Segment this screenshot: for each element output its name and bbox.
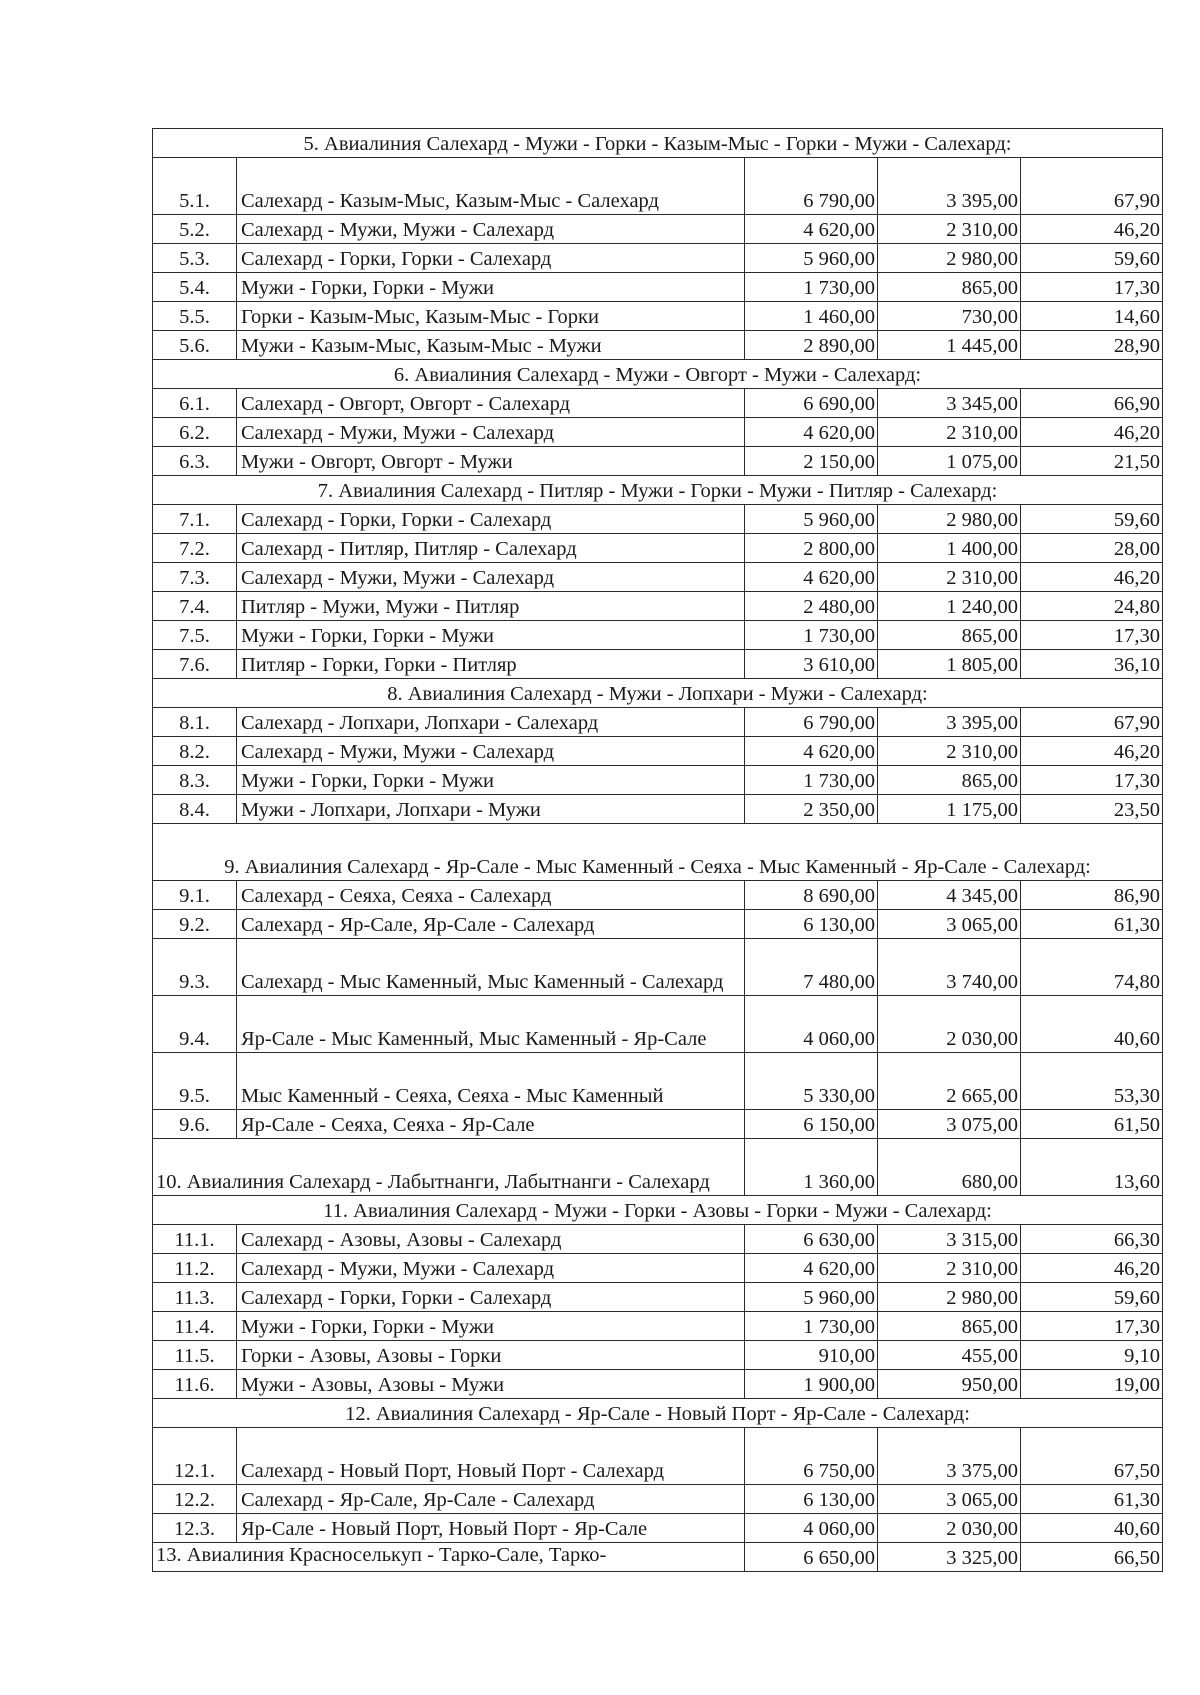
table-row: [153, 766, 1163, 795]
row-number: 7.1.: [153, 505, 237, 534]
route-name: Питляр - Мужи, Мужи - Питляр: [237, 592, 745, 621]
tariff-value-2: 3 740,00: [878, 939, 1021, 996]
section-header-row: [153, 129, 1163, 158]
tariff-value-3: 21,50: [1021, 447, 1163, 476]
route-name: Мужи - Горки, Горки - Мужи: [237, 273, 745, 302]
tariff-value-3: 46,20: [1021, 1254, 1163, 1283]
row-number: 11.2.: [153, 1254, 237, 1283]
route-name: Горки - Азовы, Азовы - Горки: [237, 1341, 745, 1370]
table-row: [153, 302, 1163, 331]
tariff-value-2: 2 030,00: [878, 1514, 1021, 1543]
tariff-value-2: 2 030,00: [878, 996, 1021, 1053]
row-number: 5.4.: [153, 273, 237, 302]
tariff-value-1: 2 890,00: [745, 331, 878, 360]
route-name: Салехард - Яр-Сале, Яр-Сале - Салехард: [237, 1485, 745, 1514]
route-name: Салехард - Горки, Горки - Салехард: [237, 1283, 745, 1312]
row-number: 11.4.: [153, 1312, 237, 1341]
tariff-value-3: 86,90: [1021, 881, 1163, 910]
row-number: 6.3.: [153, 447, 237, 476]
tariff-value-3: 67,90: [1021, 158, 1163, 215]
tariff-value-1: 4 620,00: [745, 737, 878, 766]
row-number: 9.1.: [153, 881, 237, 910]
row-number: 11.3.: [153, 1283, 237, 1312]
tariff-value-2: 865,00: [878, 1312, 1021, 1341]
tariff-value-2: 680,00: [878, 1139, 1021, 1196]
tariff-value-3: 24,80: [1021, 592, 1163, 621]
tariff-value-1: 910,00: [745, 1341, 878, 1370]
tariff-value-2: 865,00: [878, 273, 1021, 302]
tariff-value-1: 5 960,00: [745, 244, 878, 273]
row-number: 11.5.: [153, 1341, 237, 1370]
tariff-table-body: [153, 129, 1163, 1572]
tariff-value-1: 2 350,00: [745, 795, 878, 824]
row-number: 12.3.: [153, 1514, 237, 1543]
route-name: Яр-Сале - Мыс Каменный, Мыс Каменный - Яр-Сале: [237, 996, 745, 1053]
route-name: Салехард - Мужи, Мужи - Салехард: [237, 215, 745, 244]
tariff-value-3: 59,60: [1021, 244, 1163, 273]
tariff-value-2: 2 310,00: [878, 563, 1021, 592]
tariff-value-1: 4 620,00: [745, 215, 878, 244]
tariff-value-2: 3 065,00: [878, 1485, 1021, 1514]
route-name: Мужи - Горки, Горки - Мужи: [237, 621, 745, 650]
tariff-value-2: 2 310,00: [878, 215, 1021, 244]
table-row: [153, 1225, 1163, 1254]
route-name: Салехард - Питляр, Питляр - Салехард: [237, 534, 745, 563]
tariff-value-2: 2 310,00: [878, 418, 1021, 447]
section-title: 5. Авиалиния Салехард - Мужи - Горки - Казым-Мыс - Горки - Мужи - Салехард:: [153, 129, 1163, 158]
tariff-value-2: 3 395,00: [878, 708, 1021, 737]
row-number: 7.5.: [153, 621, 237, 650]
table-row: [153, 650, 1163, 679]
tariff-value-3: 66,30: [1021, 1225, 1163, 1254]
table-row: [153, 996, 1163, 1053]
tariff-value-3: 23,50: [1021, 795, 1163, 824]
tariff-value-1: 6 690,00: [745, 389, 878, 418]
row-number: 8.1.: [153, 708, 237, 737]
table-row: [153, 1053, 1163, 1110]
table-row: [153, 1370, 1163, 1399]
tariff-value-1: 1 730,00: [745, 1312, 878, 1341]
row-number: 7.6.: [153, 650, 237, 679]
route-name: Салехард - Мыс Каменный, Мыс Каменный - Салехард: [237, 939, 745, 996]
row-number: 9.3.: [153, 939, 237, 996]
tariff-value-3: 61,30: [1021, 1485, 1163, 1514]
tariff-value-2: 1 445,00: [878, 331, 1021, 360]
tariff-value-2: 3 075,00: [878, 1110, 1021, 1139]
tariff-value-3: 59,60: [1021, 1283, 1163, 1312]
row-number: 9.5.: [153, 1053, 237, 1110]
section-title: 12. Авиалиния Салехард - Яр-Сале - Новый Порт - Яр-Сале - Салехард:: [153, 1399, 1163, 1428]
table-row: [153, 910, 1163, 939]
section-header-row: [153, 679, 1163, 708]
table-row: [153, 1428, 1163, 1485]
route-name: Салехард - Новый Порт, Новый Порт - Салехард: [237, 1428, 745, 1485]
table-row: [153, 795, 1163, 824]
row-number: 9.6.: [153, 1110, 237, 1139]
section-title: 6. Авиалиния Салехард - Мужи - Овгорт - Мужи - Салехард:: [153, 360, 1163, 389]
tariff-value-3: 67,50: [1021, 1428, 1163, 1485]
tariff-value-2: 4 345,00: [878, 881, 1021, 910]
table-row: [153, 592, 1163, 621]
row-number: 5.3.: [153, 244, 237, 273]
tariff-value-1: 7 480,00: [745, 939, 878, 996]
row-number: 12.2.: [153, 1485, 237, 1514]
tariff-value-2: 1 075,00: [878, 447, 1021, 476]
tariff-value-1: 6 130,00: [745, 1485, 878, 1514]
tariff-value-1: 1 730,00: [745, 766, 878, 795]
tariff-value-1: 2 480,00: [745, 592, 878, 621]
tariff-value-2: 3 065,00: [878, 910, 1021, 939]
route-name: Салехард - Азовы, Азовы - Салехард: [237, 1225, 745, 1254]
tariff-value-3: 19,00: [1021, 1370, 1163, 1399]
route-name: Салехард - Мужи, Мужи - Салехард: [237, 1254, 745, 1283]
section-header-row: [153, 1399, 1163, 1428]
tariff-value-2: 950,00: [878, 1370, 1021, 1399]
table-row: [153, 273, 1163, 302]
row-number: 7.3.: [153, 563, 237, 592]
route-name: 10. Авиалиния Салехард - Лабытнанги, Лабытнанги - Салехард: [153, 1139, 745, 1196]
tariff-value-1: 6 650,00: [745, 1543, 878, 1572]
tariff-value-1: 5 960,00: [745, 1283, 878, 1312]
route-name: Салехард - Мужи, Мужи - Салехард: [237, 418, 745, 447]
tariff-value-1: 1 730,00: [745, 273, 878, 302]
tariff-value-2: 2 310,00: [878, 737, 1021, 766]
tariff-value-1: 2 800,00: [745, 534, 878, 563]
route-name: Салехард - Овгорт, Овгорт - Салехард: [237, 389, 745, 418]
table-row: [153, 215, 1163, 244]
tariff-value-1: 5 330,00: [745, 1053, 878, 1110]
section-title: 8. Авиалиния Салехард - Мужи - Лопхари - Мужи - Салехард:: [153, 679, 1163, 708]
table-row: [153, 563, 1163, 592]
row-number: 8.2.: [153, 737, 237, 766]
table-row: [153, 1485, 1163, 1514]
table-row: [153, 418, 1163, 447]
single-route-row: [153, 1139, 1163, 1196]
tariff-value-2: 1 240,00: [878, 592, 1021, 621]
tariff-value-3: 46,20: [1021, 737, 1163, 766]
tariff-value-3: 28,90: [1021, 331, 1163, 360]
table-row: [153, 158, 1163, 215]
row-number: 8.3.: [153, 766, 237, 795]
tariff-value-2: 865,00: [878, 621, 1021, 650]
route-name: Салехард - Сеяха, Сеяха - Салехард: [237, 881, 745, 910]
table-row: [153, 881, 1163, 910]
single-route-row: [153, 1543, 1163, 1572]
tariff-value-2: 2 980,00: [878, 505, 1021, 534]
tariff-value-3: 17,30: [1021, 1312, 1163, 1341]
route-name: Мужи - Овгорт, Овгорт - Мужи: [237, 447, 745, 476]
tariff-value-3: 9,10: [1021, 1341, 1163, 1370]
tariff-value-3: 46,20: [1021, 215, 1163, 244]
table-row: [153, 447, 1163, 476]
tariff-value-2: 3 345,00: [878, 389, 1021, 418]
tariff-value-2: 2 310,00: [878, 1254, 1021, 1283]
table-row: [153, 389, 1163, 418]
tariff-value-1: 1 900,00: [745, 1370, 878, 1399]
table-row: [153, 1110, 1163, 1139]
row-number: 11.1.: [153, 1225, 237, 1254]
row-number: 6.1.: [153, 389, 237, 418]
table-row: [153, 244, 1163, 273]
table-row: [153, 1514, 1163, 1543]
tariff-value-3: 74,80: [1021, 939, 1163, 996]
tariff-value-3: 66,50: [1021, 1543, 1163, 1572]
tariff-value-3: 46,20: [1021, 418, 1163, 447]
tariff-value-1: 6 750,00: [745, 1428, 878, 1485]
route-name: Мыс Каменный - Сеяха, Сеяха - Мыс Каменный: [237, 1053, 745, 1110]
route-name: Салехард - Яр-Сале, Яр-Сале - Салехард: [237, 910, 745, 939]
table-row: [153, 505, 1163, 534]
tariff-value-3: 40,60: [1021, 996, 1163, 1053]
tariff-value-3: 17,30: [1021, 621, 1163, 650]
tariff-value-3: 59,60: [1021, 505, 1163, 534]
tariff-value-2: 1 400,00: [878, 534, 1021, 563]
tariff-table: [152, 128, 1163, 1572]
table-row: [153, 1254, 1163, 1283]
tariff-value-1: 8 690,00: [745, 881, 878, 910]
tariff-value-1: 6 790,00: [745, 708, 878, 737]
tariff-value-3: 66,90: [1021, 389, 1163, 418]
tariff-value-2: 730,00: [878, 302, 1021, 331]
section-title: 7. Авиалиния Салехард - Питляр - Мужи - Горки - Мужи - Питляр - Салехард:: [153, 476, 1163, 505]
route-name: Салехард - Мужи, Мужи - Салехард: [237, 563, 745, 592]
tariff-value-2: 455,00: [878, 1341, 1021, 1370]
section-header-row: [153, 476, 1163, 505]
tariff-value-3: 53,30: [1021, 1053, 1163, 1110]
tariff-value-1: 6 790,00: [745, 158, 878, 215]
row-number: 9.2.: [153, 910, 237, 939]
table-row: [153, 708, 1163, 737]
tariff-value-3: 17,30: [1021, 766, 1163, 795]
row-number: 5.2.: [153, 215, 237, 244]
table-row: [153, 939, 1163, 996]
route-name: Салехард - Горки, Горки - Салехард: [237, 244, 745, 273]
tariff-value-3: 40,60: [1021, 1514, 1163, 1543]
table-row: [153, 1341, 1163, 1370]
tariff-value-1: 5 960,00: [745, 505, 878, 534]
tariff-value-3: 13,60: [1021, 1139, 1163, 1196]
tariff-value-1: 4 060,00: [745, 1514, 878, 1543]
route-name: 13. Авиалиния Красноселькуп - Тарко-Сале, Тарко-: [153, 1543, 745, 1572]
row-number: 12.1.: [153, 1428, 237, 1485]
row-number: 6.2.: [153, 418, 237, 447]
row-number: 9.4.: [153, 996, 237, 1053]
tariff-value-1: 4 060,00: [745, 996, 878, 1053]
tariff-value-2: 865,00: [878, 766, 1021, 795]
route-name: Мужи - Азовы, Азовы - Мужи: [237, 1370, 745, 1399]
tariff-value-1: 4 620,00: [745, 418, 878, 447]
tariff-value-3: 28,00: [1021, 534, 1163, 563]
tariff-value-1: 6 130,00: [745, 910, 878, 939]
tariff-value-3: 46,20: [1021, 563, 1163, 592]
section-header-row: [153, 824, 1163, 881]
row-number: 7.4.: [153, 592, 237, 621]
route-name: Салехард - Горки, Горки - Салехард: [237, 505, 745, 534]
row-number: 8.4.: [153, 795, 237, 824]
tariff-value-1: 1 460,00: [745, 302, 878, 331]
table-row: [153, 621, 1163, 650]
tariff-value-2: 3 395,00: [878, 158, 1021, 215]
table-row: [153, 1312, 1163, 1341]
route-name: Салехард - Казым-Мыс, Казым-Мыс - Салехард: [237, 158, 745, 215]
section-title: 9. Авиалиния Салехард - Яр-Сале - Мыс Каменный - Сеяха - Мыс Каменный - Яр-Сале - Салехард:: [153, 824, 1163, 881]
tariff-value-2: 2 665,00: [878, 1053, 1021, 1110]
route-name: Мужи - Лопхари, Лопхари - Мужи: [237, 795, 745, 824]
row-number: 5.5.: [153, 302, 237, 331]
table-row: [153, 534, 1163, 563]
tariff-value-1: 2 150,00: [745, 447, 878, 476]
tariff-value-2: 1 805,00: [878, 650, 1021, 679]
section-title: 11. Авиалиния Салехард - Мужи - Горки - Азовы - Горки - Мужи - Салехард:: [153, 1196, 1163, 1225]
tariff-value-2: 1 175,00: [878, 795, 1021, 824]
route-name: Мужи - Горки, Горки - Мужи: [237, 766, 745, 795]
section-header-row: [153, 1196, 1163, 1225]
route-name: Яр-Сале - Новый Порт, Новый Порт - Яр-Сале: [237, 1514, 745, 1543]
tariff-value-2: 2 980,00: [878, 244, 1021, 273]
table-row: [153, 331, 1163, 360]
tariff-value-1: 3 610,00: [745, 650, 878, 679]
route-name: Мужи - Казым-Мыс, Казым-Мыс - Мужи: [237, 331, 745, 360]
row-number: 7.2.: [153, 534, 237, 563]
route-name: Горки - Казым-Мыс, Казым-Мыс - Горки: [237, 302, 745, 331]
route-name: Мужи - Горки, Горки - Мужи: [237, 1312, 745, 1341]
tariff-value-2: 3 315,00: [878, 1225, 1021, 1254]
tariff-value-3: 36,10: [1021, 650, 1163, 679]
tariff-value-3: 61,30: [1021, 910, 1163, 939]
tariff-value-1: 4 620,00: [745, 563, 878, 592]
table-row: [153, 737, 1163, 766]
row-number: 11.6.: [153, 1370, 237, 1399]
tariff-value-2: 2 980,00: [878, 1283, 1021, 1312]
tariff-value-3: 61,50: [1021, 1110, 1163, 1139]
tariff-value-2: 3 375,00: [878, 1428, 1021, 1485]
route-name: Яр-Сале - Сеяха, Сеяха - Яр-Сале: [237, 1110, 745, 1139]
row-number: 5.1.: [153, 158, 237, 215]
section-header-row: [153, 360, 1163, 389]
route-name: Салехард - Мужи, Мужи - Салехард: [237, 737, 745, 766]
route-name: Питляр - Горки, Горки - Питляр: [237, 650, 745, 679]
route-name: Салехард - Лопхари, Лопхари - Салехард: [237, 708, 745, 737]
tariff-value-3: 67,90: [1021, 708, 1163, 737]
tariff-value-1: 1 360,00: [745, 1139, 878, 1196]
tariff-value-2: 3 325,00: [878, 1543, 1021, 1572]
tariff-value-1: 6 630,00: [745, 1225, 878, 1254]
tariff-value-3: 14,60: [1021, 302, 1163, 331]
table-row: [153, 1283, 1163, 1312]
row-number: 5.6.: [153, 331, 237, 360]
tariff-value-1: 1 730,00: [745, 621, 878, 650]
tariff-value-1: 6 150,00: [745, 1110, 878, 1139]
tariff-value-1: 4 620,00: [745, 1254, 878, 1283]
tariff-value-3: 17,30: [1021, 273, 1163, 302]
